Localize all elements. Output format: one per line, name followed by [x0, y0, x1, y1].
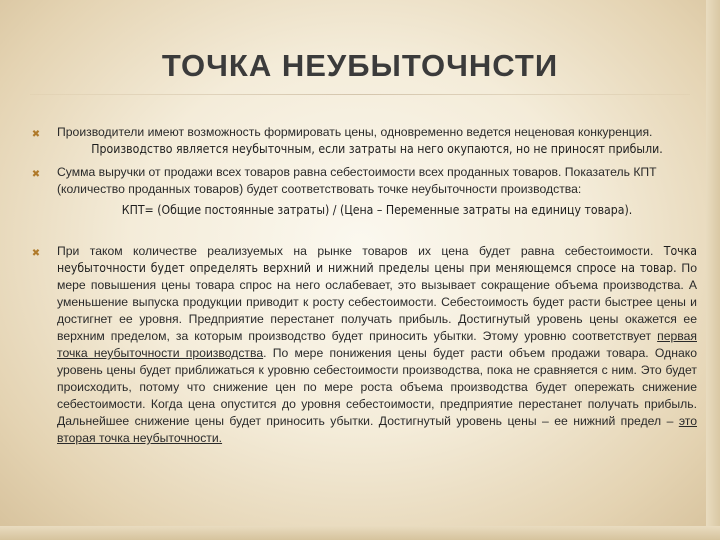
x-bullet-icon: ✖	[31, 248, 41, 259]
paragraph-text: Сумма выручки от продажи всех товаров равна себестоимости всех проданных товаров. Показатель КПТ (количество проданных товаров) будет соответствовать точке неубыточности производства:	[57, 165, 657, 196]
slide-frame-bottom	[0, 526, 720, 540]
x-bullet-icon: ✖	[31, 169, 41, 180]
paragraph-body-2: . По мере понижения цены будет расти объем продажи товара. Однако уровень цены будет приближаться к уровню себестоимости производства, пока не сравняется с ним. Это будет происходить, потому что снижение цен по мере роста объема производства будет опережать снижение себестоимости. Когда цена опустится до уровня себестоимости, предприятие перестанет получать прибыль. Дальнейшее снижение цены будет приносить убытки. Достигнутый уровень цены – ее нижний предел –	[57, 346, 697, 428]
paragraph-lead: При таком количестве реализуемых на рынке товаров их цена будет равна себестоимости.	[57, 244, 664, 258]
paragraph-text: Производители имеют возможность формировать цены, одновременно ведется неценовая конкуренция.	[57, 125, 653, 139]
slide-title: ТОЧКА НЕУБЫТОЧНСТИ	[161, 48, 559, 83]
paragraph-breakeven	[57, 243, 697, 447]
definition-emphasis: Производство является неубыточным, если затраты на него окупаются, но не приносят прибыли.	[91, 142, 663, 156]
breakeven-emphasis: Точка неубыточности будет определять верхний и нижний пределы цены при меняющемся спросе на товар.	[57, 244, 697, 275]
paragraph-body-1: По мере повышения цены товара спрос на него ослабевает, это вызывает сокращение объема производства. А уменьшение выпуска продукции приводит к росту себестоимости. Себестоимость будет расти быстрее цены и достигнет ее уровня. Предприятие перестанет получать прибыль. Достигнутый уровень цены окажется ее верхним пределом, за которым производство будет приносить убытки. Этому уровню соответствует	[57, 261, 697, 343]
first-breakeven-link[interactable]: первая точка неубыточности производства	[57, 329, 697, 360]
x-bullet-icon: ✖	[31, 129, 41, 140]
second-breakeven-link[interactable]: это вторая точка неубыточности.	[57, 414, 697, 445]
paragraph-competition	[57, 124, 697, 158]
paragraph-revenue	[57, 164, 697, 219]
formula-kpt: КПТ= (Общие постоянные затраты) / (Цена – Переменные затраты на единицу товара).	[121, 203, 633, 217]
title-divider	[30, 94, 690, 95]
